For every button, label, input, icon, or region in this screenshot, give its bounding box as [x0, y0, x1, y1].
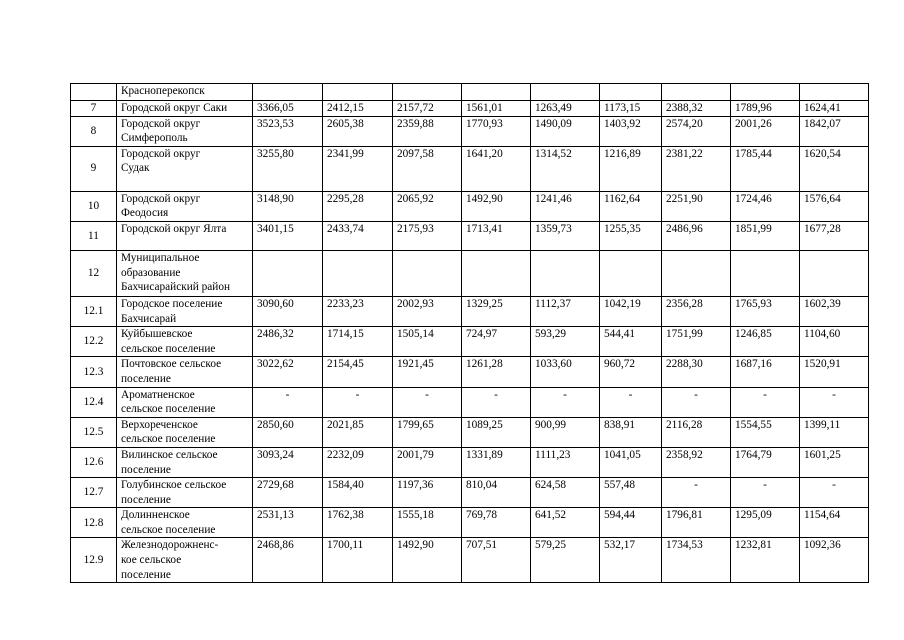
row-number: 7 — [71, 101, 117, 117]
value-cell: 810,04 — [462, 478, 531, 508]
value-cell: 1765,93 — [731, 296, 800, 326]
value-cell: 2468,86 — [253, 538, 323, 583]
value-cell: 2356,28 — [662, 296, 731, 326]
value-cell: 1584,40 — [323, 478, 393, 508]
value-cell: 2233,23 — [323, 296, 393, 326]
value-cell: 2157,72 — [393, 101, 462, 117]
municipality-name: Железнодорожненс- кое сельское поселение — [117, 538, 253, 583]
value-cell: 1764,79 — [731, 447, 800, 477]
value-cell: 1111,23 — [531, 447, 600, 477]
municipality-name: Красноперекопск — [117, 84, 253, 101]
value-cell: 2288,30 — [662, 357, 731, 387]
municipality-name: Городской округ Ялта — [117, 221, 253, 250]
table-row — [71, 357, 869, 387]
value-cell: 1714,15 — [323, 327, 393, 357]
table-row — [71, 146, 869, 191]
value-cell: 1295,09 — [731, 508, 800, 538]
value-cell: 593,29 — [531, 327, 600, 357]
row-number: 12.7 — [71, 478, 117, 508]
value-cell: 3523,53 — [253, 116, 323, 146]
table-row — [71, 191, 869, 221]
value-cell: 2381,22 — [662, 146, 731, 191]
value-cell: 2001,26 — [731, 116, 800, 146]
value-cell: 1770,93 — [462, 116, 531, 146]
table-row — [71, 250, 869, 296]
value-cell: 2341,99 — [323, 146, 393, 191]
value-cell: 532,17 — [600, 538, 662, 583]
value-cell: - — [662, 478, 731, 508]
value-cell: 1033,60 — [531, 357, 600, 387]
value-cell: 1520,91 — [800, 357, 869, 387]
row-number: 12.3 — [71, 357, 117, 387]
value-cell: 1677,28 — [800, 221, 869, 250]
row-number: 12.6 — [71, 447, 117, 477]
value-cell: 2574,20 — [662, 116, 731, 146]
value-cell: - — [393, 387, 462, 417]
value-cell: - — [600, 387, 662, 417]
value-cell: 3148,90 — [253, 191, 323, 221]
value-cell: 2021,85 — [323, 417, 393, 447]
value-cell: 544,41 — [600, 327, 662, 357]
municipality-name: Ароматненское сельское поселение — [117, 387, 253, 417]
value-cell: 1505,14 — [393, 327, 462, 357]
value-cell: 1851,99 — [731, 221, 800, 250]
municipality-name: Городской округ Судак — [117, 146, 253, 191]
row-number — [71, 84, 117, 101]
value-cell: 3401,15 — [253, 221, 323, 250]
row-number: 12.8 — [71, 508, 117, 538]
value-cell: - — [800, 478, 869, 508]
value-cell: 1799,65 — [393, 417, 462, 447]
row-number: 9 — [71, 146, 117, 191]
value-cell: 2001,79 — [393, 447, 462, 477]
value-cell: 724,97 — [462, 327, 531, 357]
value-cell: - — [462, 387, 531, 417]
value-cell: 2175,93 — [393, 221, 462, 250]
value-cell — [731, 84, 800, 101]
value-cell: 1561,01 — [462, 101, 531, 117]
table-row — [71, 538, 869, 583]
value-cell — [531, 250, 600, 296]
value-cell: 3366,05 — [253, 101, 323, 117]
value-cell — [662, 250, 731, 296]
table-row — [71, 84, 869, 101]
table-row — [71, 296, 869, 326]
value-cell: 2412,15 — [323, 101, 393, 117]
value-cell: 557,48 — [600, 478, 662, 508]
municipality-name: Городской округ Саки — [117, 101, 253, 117]
value-cell: 1089,25 — [462, 417, 531, 447]
table-row — [71, 327, 869, 357]
value-cell: 2729,68 — [253, 478, 323, 508]
value-cell: - — [731, 387, 800, 417]
table-row — [71, 478, 869, 508]
value-cell: 2116,28 — [662, 417, 731, 447]
value-cell: 1255,35 — [600, 221, 662, 250]
value-cell: 1173,15 — [600, 101, 662, 117]
value-cell: - — [800, 387, 869, 417]
value-cell: 2232,09 — [323, 447, 393, 477]
table-row — [71, 387, 869, 417]
value-cell: 1620,54 — [800, 146, 869, 191]
value-cell: 1232,81 — [731, 538, 800, 583]
row-number: 12.5 — [71, 417, 117, 447]
table-row — [71, 221, 869, 250]
value-cell: 707,51 — [462, 538, 531, 583]
value-cell — [462, 84, 531, 101]
value-cell: 2486,96 — [662, 221, 731, 250]
municipality-name: Верхореченское сельское поселение — [117, 417, 253, 447]
value-cell — [600, 84, 662, 101]
municipality-name: Муниципальное образование Бахчисарайский район — [117, 250, 253, 296]
value-cell — [393, 84, 462, 101]
value-cell: 1554,55 — [731, 417, 800, 447]
value-cell: 1789,96 — [731, 101, 800, 117]
row-number: 12.1 — [71, 296, 117, 326]
value-cell: 1314,52 — [531, 146, 600, 191]
table-row — [71, 508, 869, 538]
value-cell: 1492,90 — [462, 191, 531, 221]
value-cell — [253, 84, 323, 101]
value-cell — [462, 250, 531, 296]
value-cell: 1041,05 — [600, 447, 662, 477]
value-cell: 1197,36 — [393, 478, 462, 508]
value-cell: 1399,11 — [800, 417, 869, 447]
value-cell: 1104,60 — [800, 327, 869, 357]
municipality-name: Почтовское сельское поселение — [117, 357, 253, 387]
value-cell: 2388,32 — [662, 101, 731, 117]
row-number: 12.4 — [71, 387, 117, 417]
value-cell: 1785,44 — [731, 146, 800, 191]
value-cell: 1734,53 — [662, 538, 731, 583]
value-cell: 2154,45 — [323, 357, 393, 387]
value-cell: 2358,92 — [662, 447, 731, 477]
value-cell: 1216,89 — [600, 146, 662, 191]
value-cell: 769,78 — [462, 508, 531, 538]
value-cell: 1154,64 — [800, 508, 869, 538]
municipality-name: Голубинское сельское поселение — [117, 478, 253, 508]
value-cell: 3093,24 — [253, 447, 323, 477]
value-cell: - — [662, 387, 731, 417]
municipality-name: Вилинское сельское поселение — [117, 447, 253, 477]
value-cell: 1724,46 — [731, 191, 800, 221]
value-cell: 579,25 — [531, 538, 600, 583]
value-cell: 1261,28 — [462, 357, 531, 387]
value-cell: 1555,18 — [393, 508, 462, 538]
value-cell: 838,91 — [600, 417, 662, 447]
value-cell: 624,58 — [531, 478, 600, 508]
value-cell: 1162,64 — [600, 191, 662, 221]
value-cell: - — [531, 387, 600, 417]
row-number: 12.9 — [71, 538, 117, 583]
row-number: 10 — [71, 191, 117, 221]
value-cell: 1403,92 — [600, 116, 662, 146]
value-cell: 3090,60 — [253, 296, 323, 326]
value-cell — [800, 250, 869, 296]
value-cell: 1246,85 — [731, 327, 800, 357]
value-cell: - — [253, 387, 323, 417]
value-cell: 1842,07 — [800, 116, 869, 146]
value-cell — [323, 250, 393, 296]
value-cell: 1576,64 — [800, 191, 869, 221]
value-cell: 1796,81 — [662, 508, 731, 538]
value-cell: 1329,25 — [462, 296, 531, 326]
value-cell: 3255,80 — [253, 146, 323, 191]
value-cell: 1624,41 — [800, 101, 869, 117]
value-cell — [731, 250, 800, 296]
value-cell — [253, 250, 323, 296]
value-cell: 1042,19 — [600, 296, 662, 326]
table-row — [71, 447, 869, 477]
value-cell: 900,99 — [531, 417, 600, 447]
value-cell: 1713,41 — [462, 221, 531, 250]
value-cell: 2097,58 — [393, 146, 462, 191]
value-cell: 960,72 — [600, 357, 662, 387]
value-cell: 3022,62 — [253, 357, 323, 387]
municipality-name: Городское поселение Бахчисарай — [117, 296, 253, 326]
municipality-name: Городской округ Симферополь — [117, 116, 253, 146]
value-cell: 1359,73 — [531, 221, 600, 250]
value-cell — [800, 84, 869, 101]
row-number: 8 — [71, 116, 117, 146]
value-cell: 1641,20 — [462, 146, 531, 191]
value-cell: 1602,39 — [800, 296, 869, 326]
value-cell: 1241,46 — [531, 191, 600, 221]
value-cell: 1700,11 — [323, 538, 393, 583]
value-cell: 2065,92 — [393, 191, 462, 221]
municipality-name: Городской округ Феодосия — [117, 191, 253, 221]
value-cell — [662, 84, 731, 101]
value-cell: 2359,88 — [393, 116, 462, 146]
table-row — [71, 116, 869, 146]
value-cell: 1601,25 — [800, 447, 869, 477]
value-cell: 2251,90 — [662, 191, 731, 221]
municipality-name: Куйбышевское сельское поселение — [117, 327, 253, 357]
row-number: 12.2 — [71, 327, 117, 357]
value-cell: 2295,28 — [323, 191, 393, 221]
value-cell: 1490,09 — [531, 116, 600, 146]
value-cell: 2850,60 — [253, 417, 323, 447]
table-body — [71, 84, 869, 583]
value-cell — [600, 250, 662, 296]
value-cell: 1263,49 — [531, 101, 600, 117]
value-cell — [323, 84, 393, 101]
value-cell: 2605,38 — [323, 116, 393, 146]
row-number: 12 — [71, 250, 117, 296]
value-cell: 641,52 — [531, 508, 600, 538]
value-cell: - — [323, 387, 393, 417]
municipality-name: Долинненское сельское поселение — [117, 508, 253, 538]
value-cell: 2002,93 — [393, 296, 462, 326]
value-cell — [393, 250, 462, 296]
table-row — [71, 101, 869, 117]
value-cell: 2486,32 — [253, 327, 323, 357]
value-cell: 1687,16 — [731, 357, 800, 387]
value-cell: 594,44 — [600, 508, 662, 538]
value-cell: 1762,38 — [323, 508, 393, 538]
tariff-table — [70, 83, 869, 583]
value-cell: 1751,99 — [662, 327, 731, 357]
table-row — [71, 417, 869, 447]
value-cell — [531, 84, 600, 101]
value-cell: 2433,74 — [323, 221, 393, 250]
value-cell: 1331,89 — [462, 447, 531, 477]
row-number: 11 — [71, 221, 117, 250]
value-cell: 1112,37 — [531, 296, 600, 326]
value-cell: - — [731, 478, 800, 508]
value-cell: 1492,90 — [393, 538, 462, 583]
value-cell: 2531,13 — [253, 508, 323, 538]
value-cell: 1092,36 — [800, 538, 869, 583]
value-cell: 1921,45 — [393, 357, 462, 387]
